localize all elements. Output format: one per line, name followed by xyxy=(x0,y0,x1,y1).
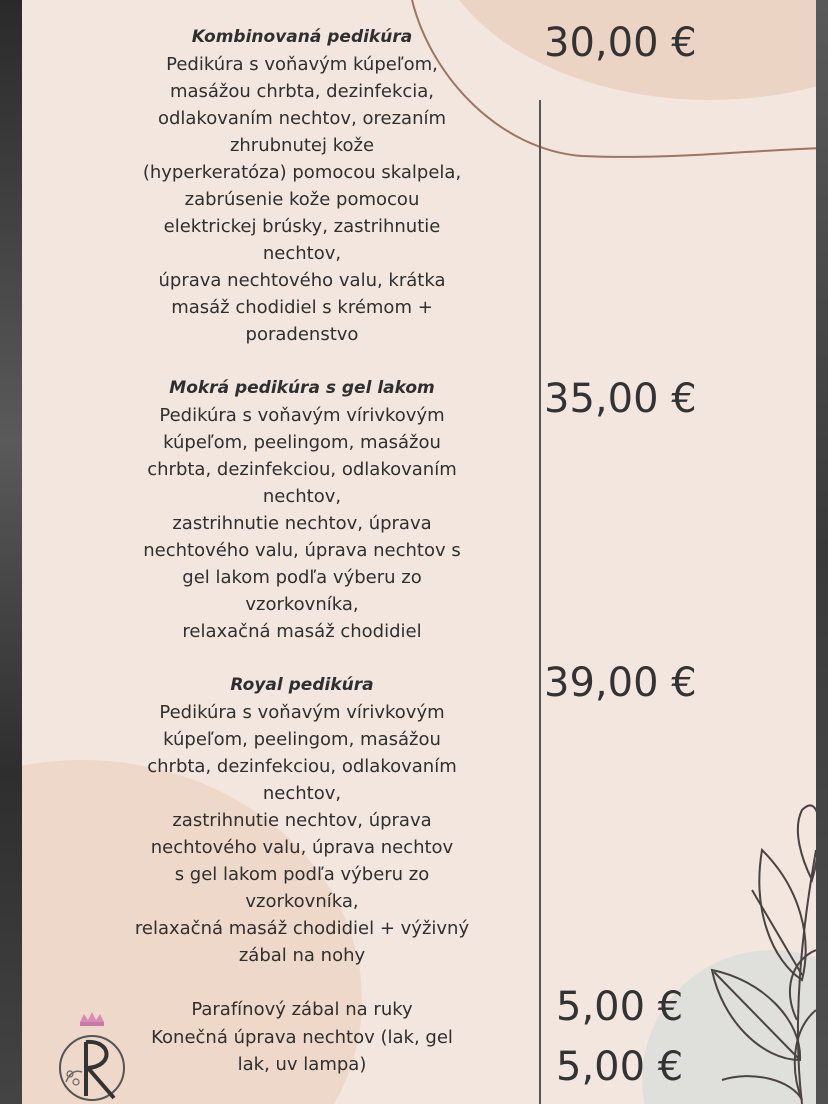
service-price: 39,00 € xyxy=(544,660,697,706)
extra-description: Parafínový zábal na ruky xyxy=(191,999,413,1020)
extra-konecna-uprava xyxy=(127,1024,477,1078)
service-price: 35,00 € xyxy=(544,376,697,422)
price-list-page xyxy=(22,0,816,1104)
extra-price: 5,00 € xyxy=(556,984,684,1030)
service-price: 30,00 € xyxy=(544,20,697,66)
leaf-branch-icon xyxy=(652,770,816,1104)
extra-price: 5,00 € xyxy=(556,1044,684,1090)
extra-parafin xyxy=(127,996,477,1023)
service-royal xyxy=(127,672,477,969)
right-background-strip xyxy=(816,0,828,1104)
crown-icon xyxy=(80,1012,104,1026)
service-description: Pedikúra s voňavým vírivkovým kúpeľom, peelingom, masážou chrbta, dezinfekciou, odlakovaním nechtov, zastrihnutie nechtov, úprava nechtového valu, úprava nechtov s gel lakom podľa výberu zo vzorkovníka, relaxačná masáž chodidiel + výživný zábal na nohy xyxy=(134,702,470,966)
extra-description: Konečná úprava nechtov (lak, gel lak, uv lampa) xyxy=(151,1027,453,1075)
service-description: Pedikúra s voňavým vírivkovým kúpeľom, peelingom, masážou chrbta, dezinfekciou, odlakovaním nechtov, zastrihnutie nechtov, úprava nechtového valu, úprava nechtov s gel lakom podľa výberu zo vzorkovníka, relaxačná masáž chodidiel xyxy=(143,405,461,642)
service-mokra xyxy=(127,375,477,645)
column-divider xyxy=(539,100,541,1104)
service-title: Kombinovaná pedikúra xyxy=(191,27,413,47)
left-background-strip xyxy=(0,0,22,1104)
service-kombinovana xyxy=(127,24,477,348)
service-description: Pedikúra s voňavým kúpeľom, masážou chrbta, dezinfekcia, odlakovaním nechtov, orezaním zhrubnutej kože (hyperkeratóza) pomocou skalpela, zabrúsenie kože pomocou elektrickej brúsky, zastrihnutie nechtov, úprava nechtového valu, krátka masáž chodidiel s krémom + poradenstvo xyxy=(142,54,462,345)
service-title: Mokrá pedikúra s gel lakom xyxy=(169,378,435,398)
logo-monogram-icon xyxy=(52,1012,132,1104)
service-title: Royal pedikúra xyxy=(230,675,374,695)
